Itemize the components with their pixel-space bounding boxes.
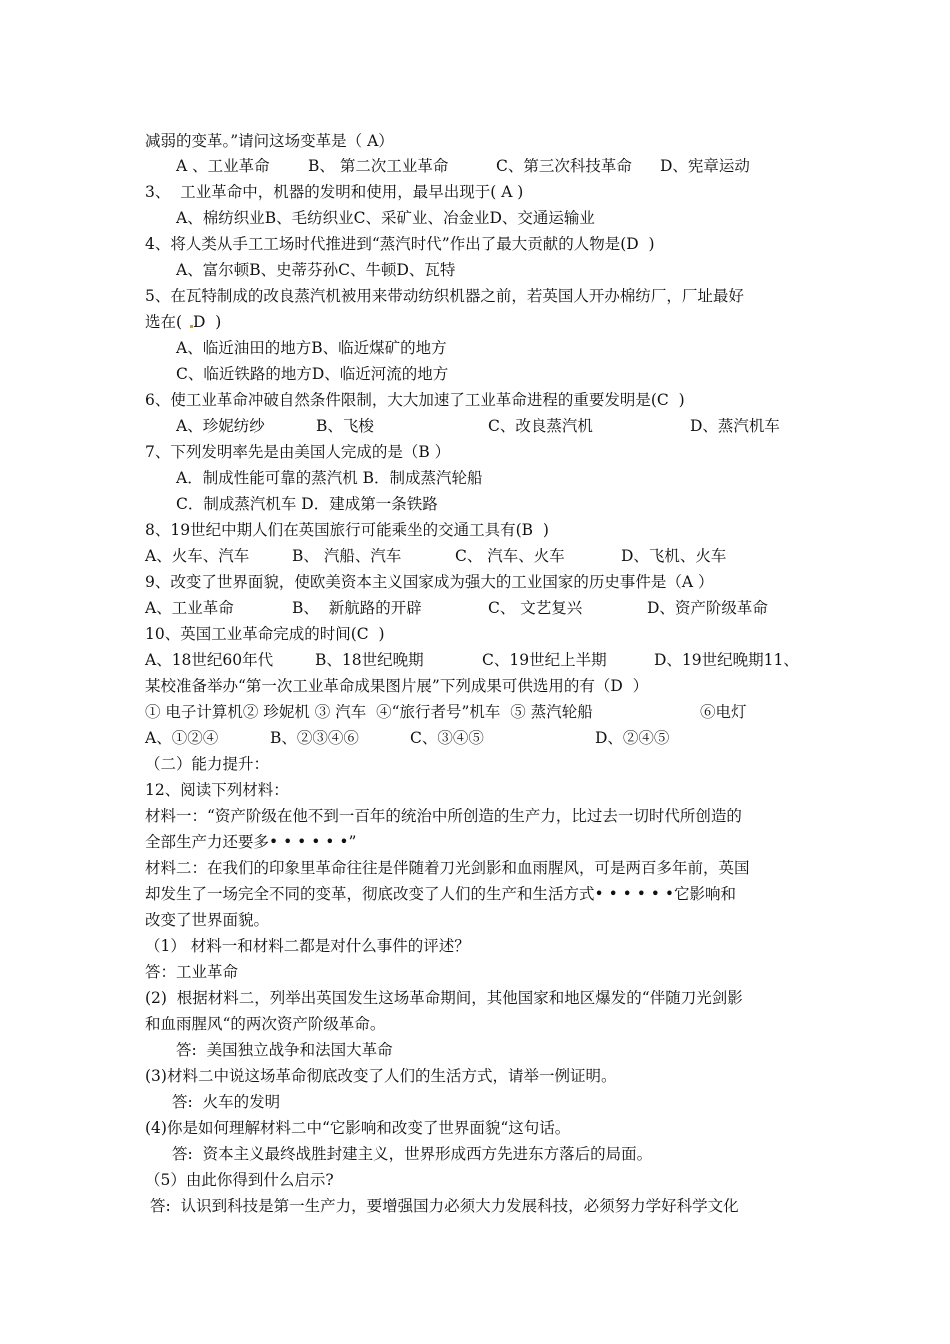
text-segment: D ) <box>193 313 222 331</box>
text-segment: 材料一：“资产阶级在他不到一百年的统治中所创造的生产力，比过去一切时代所创造的 <box>145 807 742 825</box>
text-segment: 答: 认识到科技是第一生产力，要增强国力必须大力发展科技，必须努力学好科学文化 <box>150 1197 739 1215</box>
text-segment: A、珍妮纺纱 <box>176 417 265 435</box>
text-segment: D、②④⑤ <box>595 729 670 747</box>
text-segment: B、飞梭 <box>316 417 374 435</box>
text-segment: C．制成蒸汽机车 D．建成第一条铁路 <box>176 495 438 513</box>
text-line <box>0 881 950 907</box>
text-segment: 减弱的变革。”请问这场变革是（ A） <box>145 132 394 150</box>
text-segment: B、 新航路的开辟 <box>292 599 422 617</box>
text-line <box>0 751 950 777</box>
text-segment: (4)你是如何理解材料二中“它影响和改变了世界面貌“这句话。 <box>145 1119 571 1137</box>
text-segment: C、19世纪上半期 <box>482 651 607 669</box>
text-line <box>0 1193 950 1219</box>
text-segment: C、改良蒸汽机 <box>488 417 593 435</box>
text-line <box>0 829 950 855</box>
text-line <box>0 387 950 413</box>
text-segment: ⑥电灯 <box>700 703 747 721</box>
text-line <box>0 1115 950 1141</box>
text-segment: B、 第二次工业革命 <box>308 157 449 175</box>
text-segment: C、③④⑤ <box>410 729 484 747</box>
text-line <box>0 621 950 647</box>
text-segment: 3、 工业革命中，机器的发明和使用，最早出现于( A ) <box>145 183 524 201</box>
text-line <box>0 933 950 959</box>
text-segment: 选在( <box>145 313 183 331</box>
text-line <box>0 361 950 387</box>
text-line <box>0 309 950 335</box>
text-segment: 10、英国工业革命完成的时间(C ) <box>145 625 385 643</box>
text-segment: D、蒸汽机车 <box>690 417 780 435</box>
text-segment: 却发生了一场完全不同的变革，彻底改变了人们的生产和生活方式• • • • • •它影响和 <box>145 885 736 903</box>
text-segment: 12、阅读下列材料： <box>145 781 289 799</box>
text-line <box>0 595 950 621</box>
text-line <box>0 1141 950 1167</box>
text-line <box>0 907 950 933</box>
text-segment: 答: 资本主义最终战胜封建主义，世界形成西方先进东方落后的局面。 <box>172 1145 653 1163</box>
text-segment: A 、工业革命 <box>176 157 270 175</box>
text-segment: D、宪章运动 <box>660 157 750 175</box>
text-line <box>0 491 950 517</box>
text-line <box>0 205 950 231</box>
text-segment: 答：工业革命 <box>145 963 239 981</box>
text-segment: 和血雨腥风“的两次资产阶级革命。 <box>145 1015 386 1033</box>
text-segment: 全部生产力还要多• • • • • •” <box>145 833 357 851</box>
text-segment: C、第三次科技革命 <box>496 157 632 175</box>
text-segment: D、资产阶级革命 <box>647 599 768 617</box>
text-segment: D、飞机、火车 <box>621 547 727 565</box>
text-line <box>0 1167 950 1193</box>
text-segment: (2) 根据材料二，列举出英国发生这场革命期间，其他国家和地区爆发的“伴随刀光剑影 <box>145 989 743 1007</box>
text-segment: 8、19世纪中期人们在英国旅行可能乘坐的交通工具有(B ) <box>145 521 549 539</box>
text-line <box>0 543 950 569</box>
text-segment: （5）由此你得到什么启示? <box>145 1171 334 1189</box>
text-segment: B、②③④⑥ <box>270 729 359 747</box>
text-segment: 5、在瓦特制成的改良蒸汽机被用来带动纺织机器之前，若英国人开办棉纺厂，厂址最好 <box>145 287 744 305</box>
text-line <box>0 413 950 439</box>
text-segment: 材料二：在我们的印象里革命往往是伴随着刀光剑影和血雨腥风，可是两百多年前，英国 <box>145 859 750 877</box>
text-line <box>0 1063 950 1089</box>
text-segment: C、 文艺复兴 <box>488 599 583 617</box>
text-segment: (3)材料二中说这场革命彻底改变了人们的生活方式，请举一例证明。 <box>145 1067 617 1085</box>
text-segment: A、棉纺织业B、毛纺织业C、采矿业、冶金业D、交通运输业 <box>176 209 595 227</box>
text-segment: 改变了世界面貌。 <box>145 911 270 929</box>
text-line <box>0 257 950 283</box>
text-segment: A、工业革命 <box>145 599 234 617</box>
text-line <box>0 439 950 465</box>
text-line <box>0 985 950 1011</box>
text-segment: （二）能力提升： <box>145 755 270 773</box>
text-line <box>0 569 950 595</box>
text-segment: C、临近铁路的地方D、临近河流的地方 <box>176 365 449 383</box>
text-line <box>0 1011 950 1037</box>
text-segment: 7、下列发明率先是由美国人完成的是（B ） <box>145 443 451 461</box>
text-line <box>0 465 950 491</box>
text-segment: D、19世纪晚期11、 <box>654 651 799 669</box>
text-line <box>0 673 950 699</box>
text-line <box>0 179 950 205</box>
text-line <box>0 1037 950 1063</box>
text-segment: A、富尔顿B、史蒂芬孙C、牛顿D、瓦特 <box>176 261 456 279</box>
text-segment: 9、改变了世界面貌，使欧美资本主义国家成为强大的工业国家的历史事件是（A ） <box>145 573 714 591</box>
text-line <box>0 959 950 985</box>
text-line <box>0 283 950 309</box>
text-segment: C、 汽车、火车 <box>455 547 565 565</box>
text-segment: 4、将人类从手工工场时代推进到“蒸汽时代”作出了最大贡献的人物是(D ) <box>145 235 655 253</box>
text-line <box>0 647 950 673</box>
text-line <box>0 153 950 179</box>
text-line <box>0 803 950 829</box>
text-line <box>0 335 950 361</box>
text-line <box>0 777 950 803</box>
mark-dot <box>190 325 193 328</box>
text-line <box>0 699 950 725</box>
text-line <box>0 725 950 751</box>
text-segment: 答: 火车的发明 <box>172 1093 281 1111</box>
text-segment: A．制成性能可靠的蒸汽机 B．制成蒸汽轮船 <box>176 469 483 487</box>
text-line <box>0 517 950 543</box>
text-segment: A、①②④ <box>145 729 219 747</box>
text-line <box>0 231 950 257</box>
text-segment: A、临近油田的地方B、临近煤矿的地方 <box>176 339 447 357</box>
text-line <box>0 855 950 881</box>
text-line <box>0 1089 950 1115</box>
text-segment: ① 电子计算机② 珍妮机 ③ 汽车 ④“旅行者号”机车 ⑤ 蒸汽轮船 <box>145 703 593 721</box>
text-segment: A、火车、汽车 <box>145 547 250 565</box>
text-segment: B、 汽船、汽车 <box>292 547 402 565</box>
text-segment: B、18世纪晚期 <box>315 651 424 669</box>
text-segment: 某校准备举办“第一次工业革命成果图片展”下列成果可供选用的有（D ） <box>145 677 649 695</box>
text-segment: 6、使工业革命冲破自然条件限制，大大加速了工业革命进程的重要发明是(C ) <box>145 391 685 409</box>
text-segment: A、18世纪60年代 <box>145 651 274 669</box>
text-line <box>0 128 950 154</box>
text-segment: （1） 材料一和材料二都是对什么事件的评述？ <box>145 937 470 955</box>
text-segment: 答: 美国独立战争和法国大革命 <box>176 1041 393 1059</box>
